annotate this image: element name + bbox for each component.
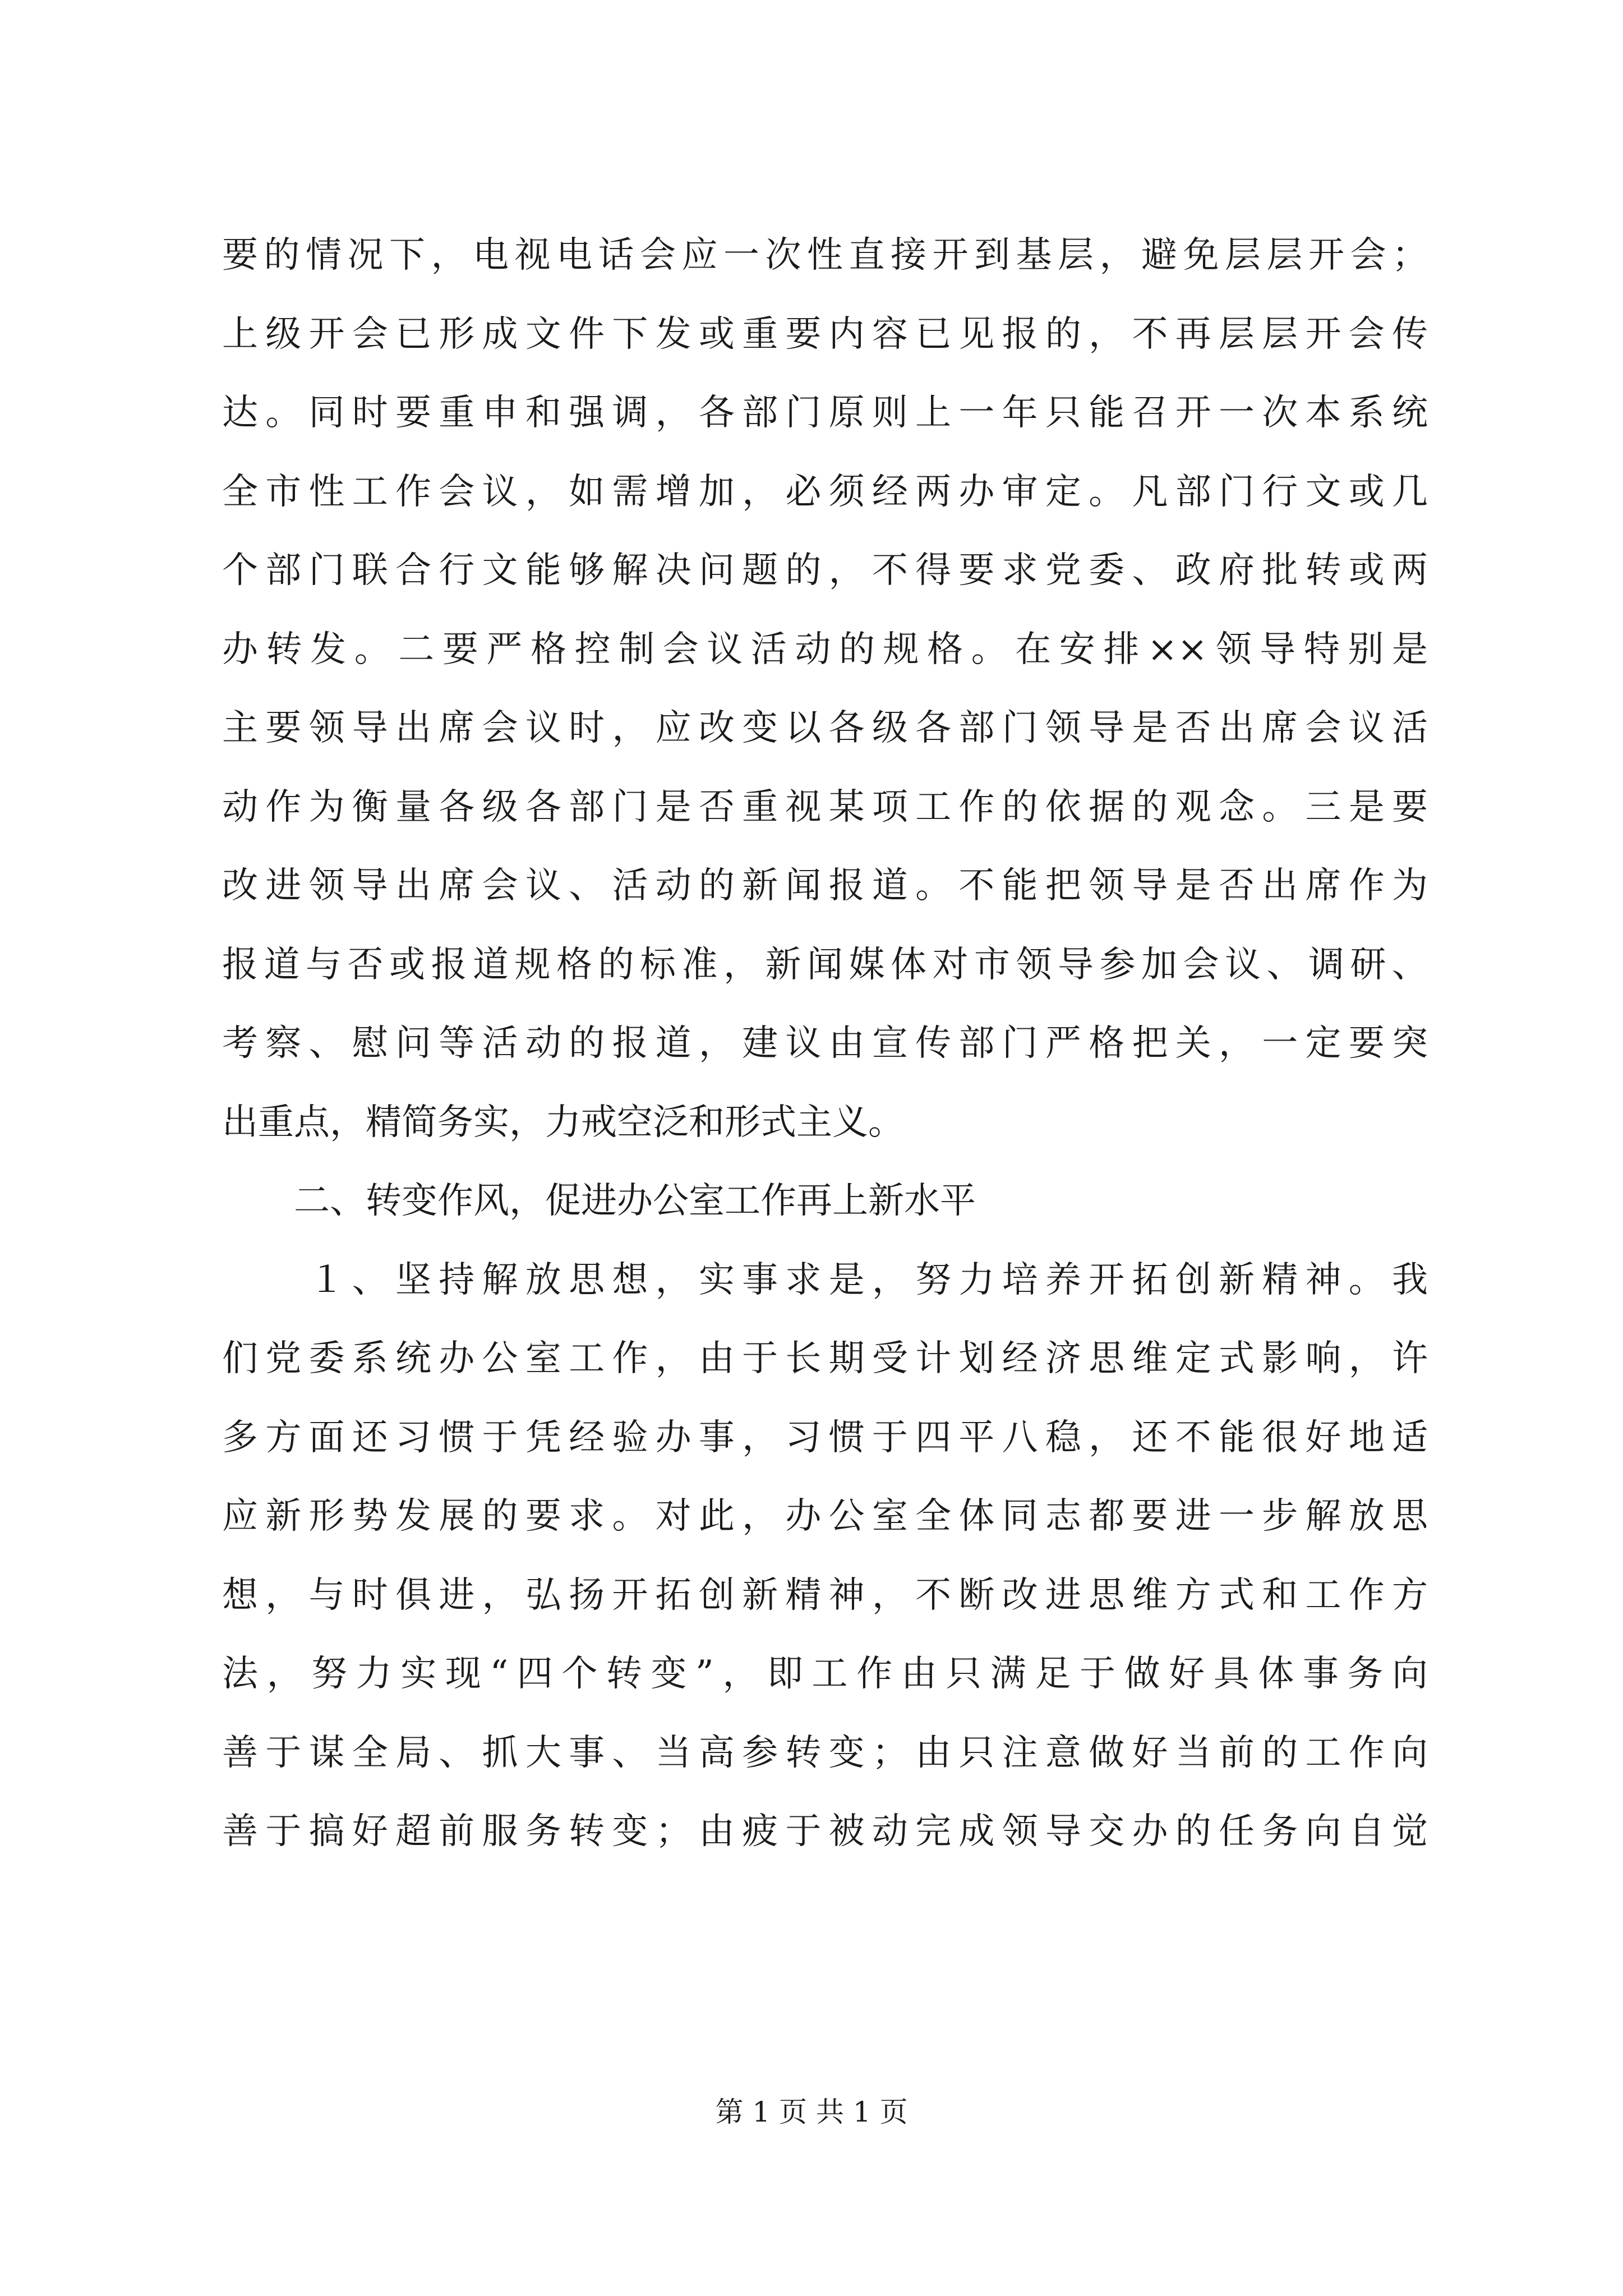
section-heading: 二、转变作风，促进办公室工作再上新水平 [222,1180,976,1222]
text-line: 想，与时俱进，弘扬开拓创新精神，不断改进思维方式和工作方 [222,1574,1428,1616]
text-line: 主要领导出席会议时，应改变以各级各部门领导是否出席会议活 [222,707,1428,749]
text-line: 法，努力实现“四个转变”，即工作由只满足于做好具体事务向 [222,1653,1428,1695]
text-line: 考察、慰问等活动的报道，建议由宣传部门严格把关，一定要突 [222,1023,1428,1064]
text-line: 应新形势发展的要求。对此，办公室全体同志都要进一步解放思 [222,1496,1428,1537]
text-line: 动作为衡量各级各部门是否重视某项工作的依据的观念。三是要 [222,786,1428,828]
text-line: 们党委系统办公室工作，由于长期受计划经济思维定式影响，许 [222,1338,1428,1379]
text-line: 多方面还习惯于凭经验办事，习惯于四平八稳，还不能很好地适 [222,1416,1428,1458]
text-line: 上级开会已形成文件下发或重要内容已见报的，不再层层开会传 [222,313,1428,355]
text-line: 善于谋全局、抓大事、当高参转变；由只注意做好当前的工作向 [222,1732,1428,1774]
text-line: 要的情况下，电视电话会应一次性直接开到基层，避免层层开会； [222,234,1428,276]
text-line: 办转发。二要严格控制会议活动的规格。在安排××领导特别是 [222,628,1428,670]
document-body [222,216,1428,1871]
text-line: 个部门联合行文能够解决问题的，不得要求党委、政府批转或两 [222,550,1428,591]
text-line: １、坚持解放思想，实事求是，努力培养开拓创新精神。我 [222,1259,1428,1301]
text-line: 达。同时要重申和强调，各部门原则上一年只能召开一次本系统 [222,392,1428,434]
text-line: 全市性工作会议，如需增加，必须经两办审定。凡部门行文或几 [222,471,1428,513]
text-line: 善于搞好超前服务转变；由疲于被动完成领导交办的任务向自觉 [222,1811,1428,1852]
text-line: 报道与否或报道规格的标准，新闻媒体对市领导参加会议、调研、 [222,944,1428,986]
page-footer: 第 1 页 共 1 页 [715,2096,908,2128]
text-line: 出重点，精简务实，力戒空泛和形式主义。 [222,1101,904,1143]
text-line: 改进领导出席会议、活动的新闻报道。不能把领导是否出席作为 [222,865,1428,907]
